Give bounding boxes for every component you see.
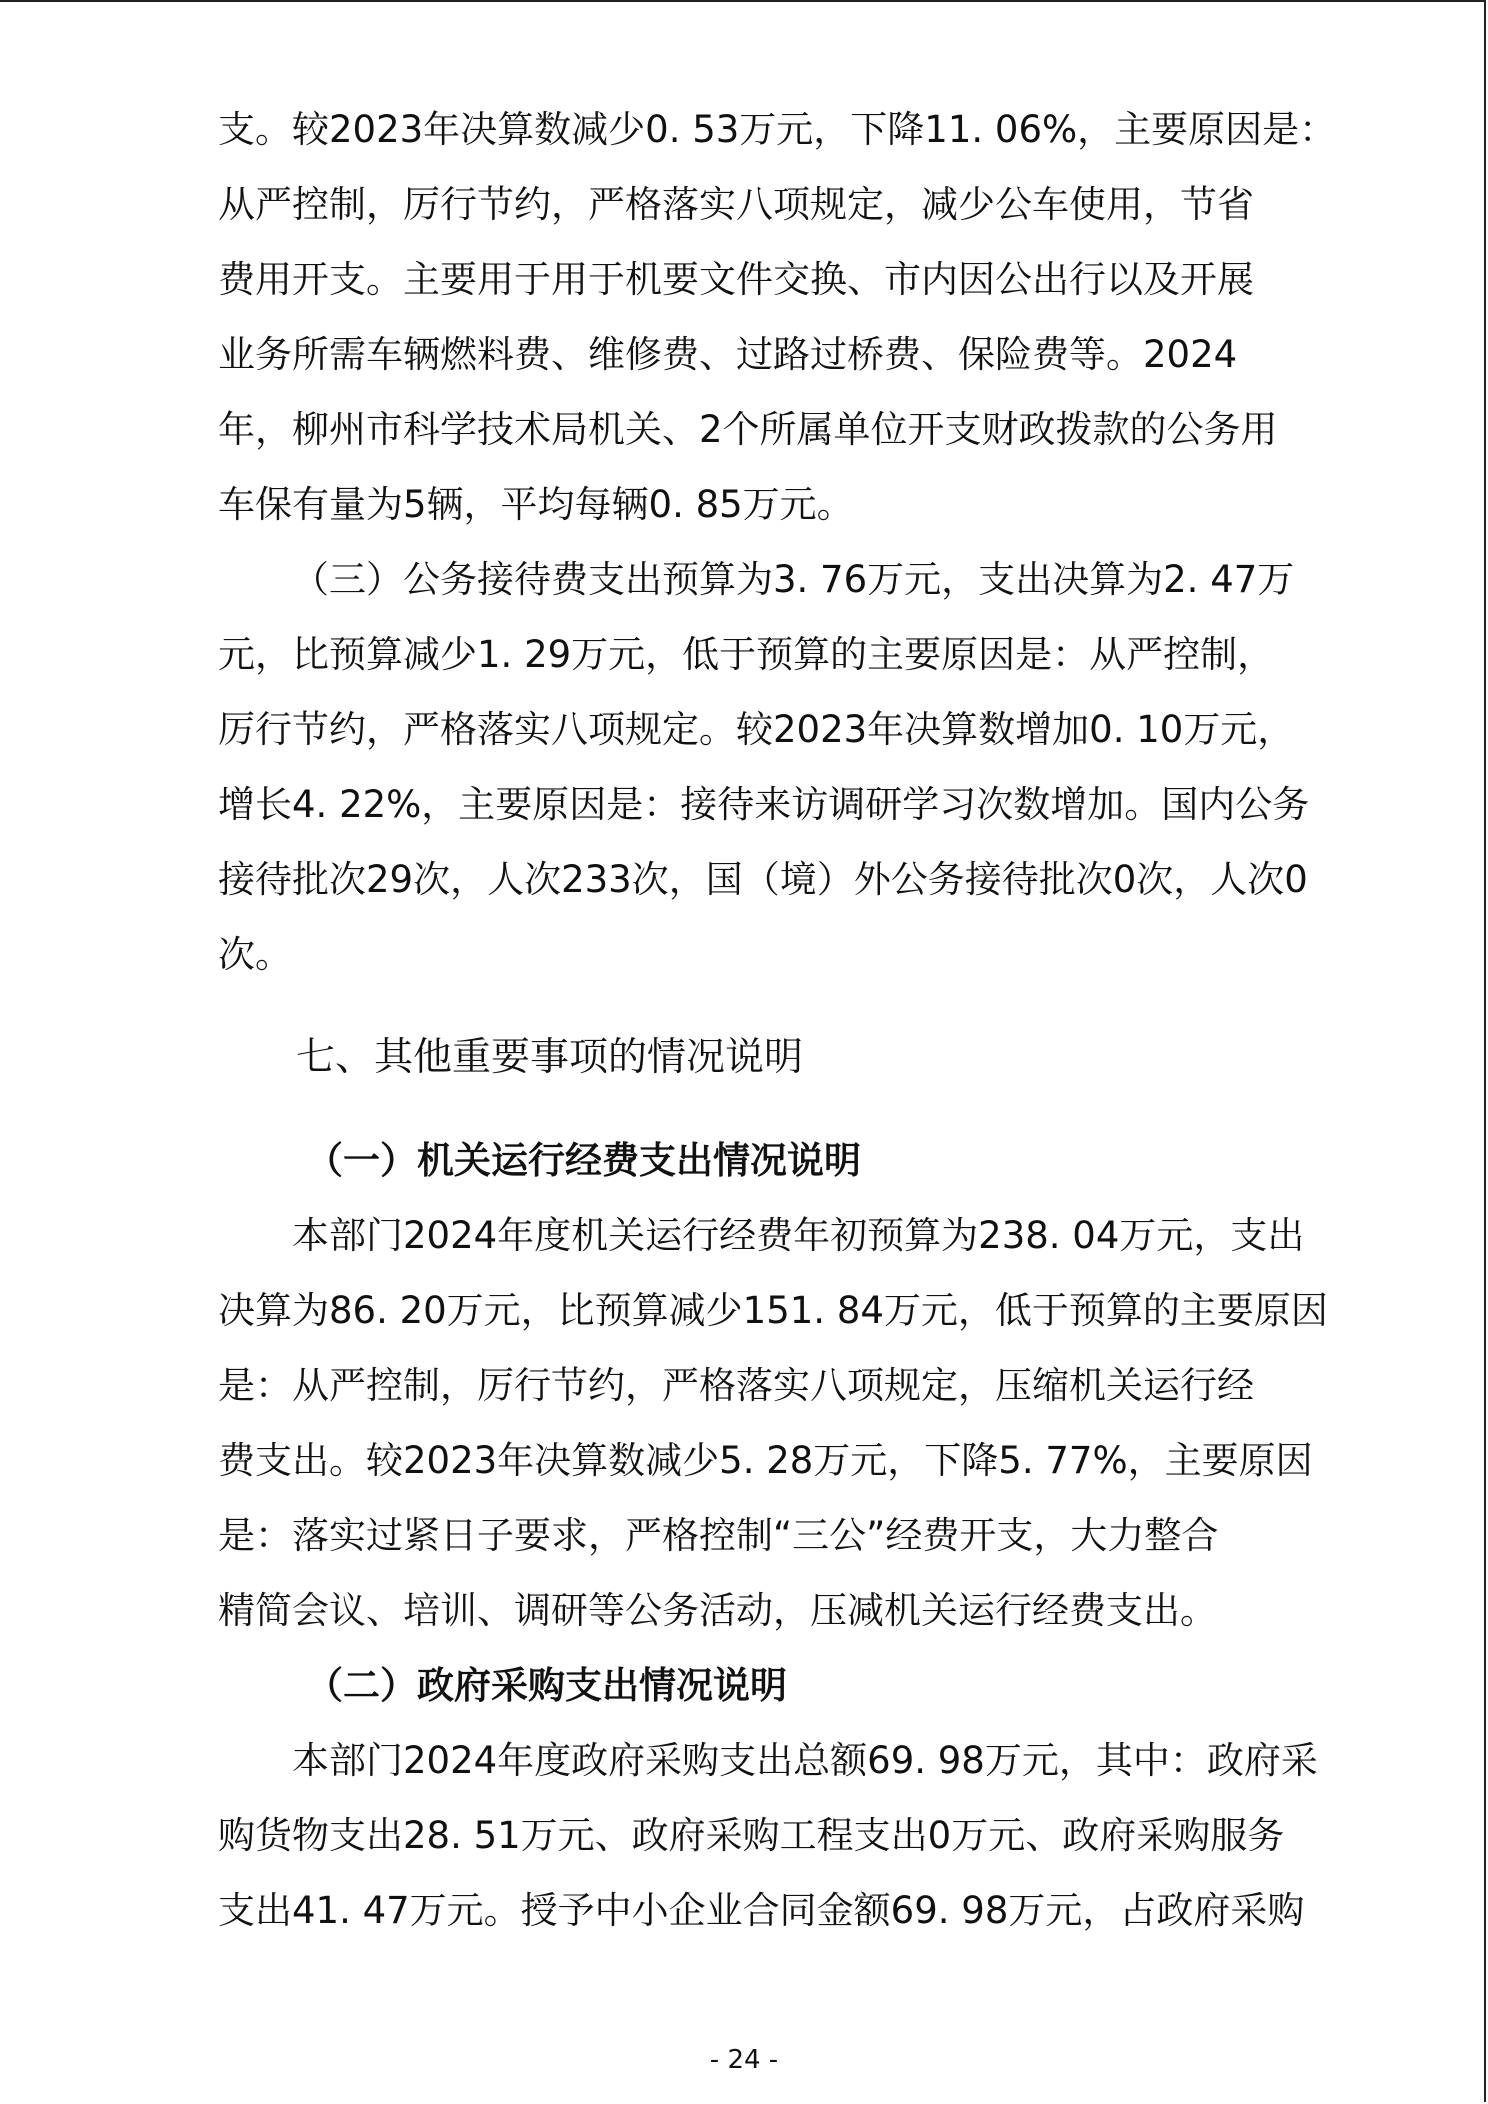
text-line: 是：落实过紧日子要求，严格控制“三公”经费开支，大力整合 [218, 1514, 1219, 1557]
text-line: 是：从严控制，厉行节约，严格落实八项规定，压缩机关运行经 [218, 1364, 1254, 1407]
text-line: （三）公务接待费支出预算为3. 76万元，支出决算为2. 47万 [292, 558, 1295, 601]
subsection-procurement [218, 1648, 1318, 1948]
text-line: 接待批次29次，人次233次，国（境）外公务接待批次0次，人次0 [218, 858, 1308, 901]
text-line: 决算为86. 20万元，比预算减少151. 84万元，低于预算的主要原因 [218, 1289, 1328, 1332]
text-line: 购货物支出28. 51万元、政府采购工程支出0万元、政府采购服务 [218, 1814, 1285, 1857]
page-number: - 24 - [709, 2045, 779, 2075]
text-line: 次。 [218, 933, 292, 976]
text-line: 从严控制，厉行节约，严格落实八项规定，减少公车使用，节省 [218, 183, 1254, 226]
document-body [218, 92, 1337, 1948]
text-line: 业务所需车辆燃料费、维修费、过路过桥费、保险费等。2024 [218, 333, 1238, 376]
text-line: 支。较2023年决算数减少0. 53万元，下降11. 06%，主要原因是： [218, 108, 1337, 151]
text-line: 年，柳州市科学技术局机关、2个所属单位开支财政拨款的公务用 [218, 408, 1278, 451]
subsection-heading: （二）政府采购支出情况说明 [306, 1664, 787, 1707]
text-line: 元，比预算减少1. 29万元，低于预算的主要原因是：从严控制， [218, 633, 1275, 676]
section-heading: 七、其他重要事项的情况说明 [296, 1035, 804, 1080]
text-line: 支出41. 47万元。授予中小企业合同金额69. 98万元，占政府采购 [218, 1889, 1305, 1932]
text-line: 本部门2024年度政府采购支出总额69. 98万元，其中：政府采 [292, 1739, 1318, 1782]
text-line: 费用开支。主要用于用于机要文件交换、市内因公出行以及开展 [218, 258, 1254, 301]
text-line: 厉行节约，严格落实八项规定。较2023年决算数增加0. 10万元， [218, 708, 1295, 751]
text-line: 精简会议、培训、调研等公务活动，压减机关运行经费支出。 [218, 1589, 1217, 1632]
paragraph-reception-expense [218, 542, 1310, 992]
subsection-operating-expense [218, 1123, 1328, 1648]
text-line: 本部门2024年度机关运行经费年初预算为238. 04万元，支出 [292, 1214, 1305, 1257]
text-line: 增长4. 22%，主要原因是：接待来访调研学习次数增加。国内公务 [218, 783, 1310, 826]
text-line: 费支出。较2023年决算数减少5. 28万元，下降5. 77%，主要原因 [218, 1439, 1313, 1482]
text-line: 车保有量为5辆，平均每辆0. 85万元。 [218, 483, 854, 526]
paragraph-vehicle-expense [218, 92, 1337, 542]
subsection-heading: （一）机关运行经费支出情况说明 [306, 1139, 861, 1182]
